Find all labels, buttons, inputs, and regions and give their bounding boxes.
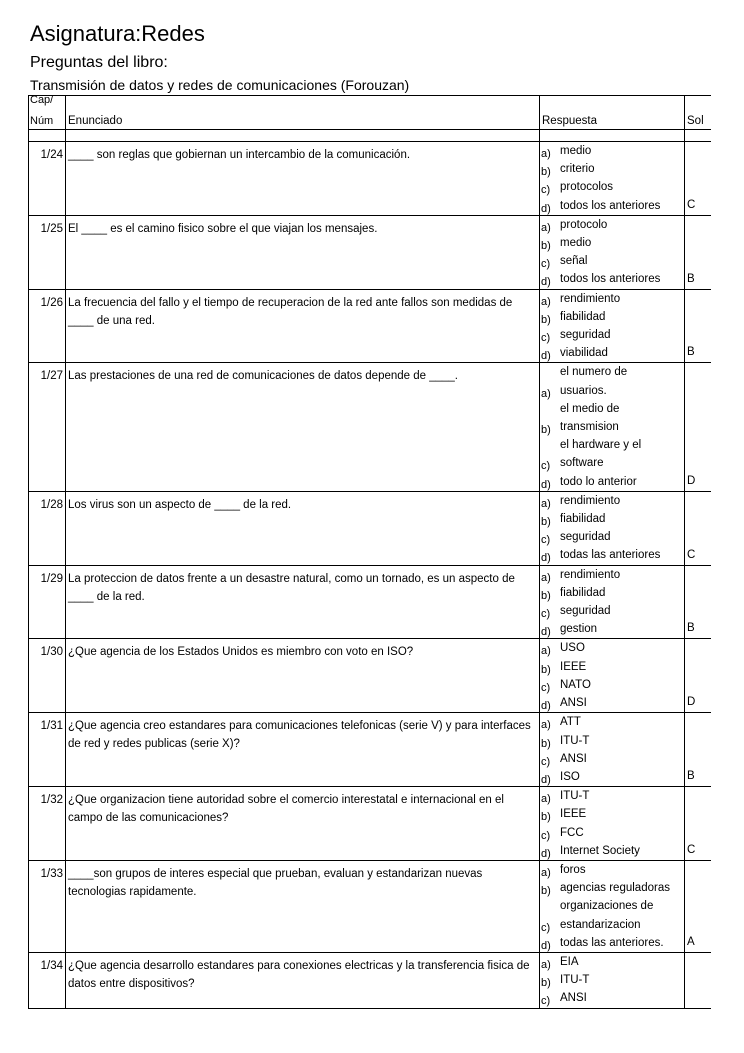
option-letter: a): [541, 497, 551, 510]
option-text: medio: [560, 237, 592, 250]
solution-letter: C: [685, 142, 712, 216]
question-text: Las prestaciones de una red de comunicaciones de datos depende de ____.: [66, 363, 540, 491]
header-enunciado: Enunciado: [66, 96, 540, 130]
answer-option: [540, 510, 684, 528]
option-letter: c): [541, 921, 551, 934]
option-text: todos los anteriores: [560, 273, 661, 286]
option-letter: b): [541, 516, 551, 529]
option-letter-spacer: [540, 439, 560, 457]
option-text: transmision: [560, 421, 619, 434]
option-text: IEEE: [560, 808, 587, 821]
option-text: ANSI: [560, 697, 587, 710]
answer-option: [540, 197, 684, 215]
question-text: ____ son reglas que gobiernan un intercambio de la comunicación.: [66, 142, 540, 216]
question-text: La frecuencia del fallo y el tiempo de recuperacion de la red ante fallos son medidas de ____ de una red.: [66, 289, 540, 363]
question-text: La proteccion de datos frente a un desastre natural, como un tornado, es un aspecto de ____ de la red.: [66, 565, 540, 639]
option-text: seguridad: [560, 605, 611, 618]
answer-option: [540, 454, 684, 472]
answer-option: [540, 566, 684, 584]
option-letter: a): [541, 221, 551, 234]
answer-option: [540, 971, 684, 989]
solution-letter: D: [685, 639, 712, 713]
answer-option: [540, 400, 684, 418]
option-letter: b): [541, 737, 551, 750]
option-text: fiabilidad: [560, 513, 606, 526]
question-row: [29, 491, 712, 565]
header-respuesta: Respuesta: [540, 96, 685, 130]
answer-option: [540, 178, 684, 196]
option-text: ANSI: [560, 992, 587, 1005]
option-text: agencias reguladoras: [560, 882, 670, 895]
answer-option: [540, 528, 684, 546]
option-letter: d): [541, 276, 551, 289]
option-letter: c): [541, 534, 551, 547]
answer-option: [540, 750, 684, 768]
answer-option: [540, 732, 684, 750]
question-number: 1/34: [29, 952, 66, 1008]
question-row: [29, 142, 712, 216]
answer-option: [540, 658, 684, 676]
question-text: ¿Que agencia desarrollo estandares para conexiones electricas y la transferencia fisica de datos entre dispositivos?: [66, 952, 540, 1008]
answer-option: [540, 363, 684, 381]
answer-options: [540, 142, 685, 216]
question-row: [29, 713, 712, 787]
question-text: ____son grupos de interes especial que prueban, evaluan y estandarizan nuevas tecnologias rapidamente.: [66, 860, 540, 952]
option-text: FCC: [560, 826, 584, 839]
option-text: seguridad: [560, 531, 611, 544]
option-text: ATT: [560, 716, 581, 729]
question-number: 1/25: [29, 215, 66, 289]
option-letter: d): [541, 478, 551, 491]
option-letter: c): [541, 755, 551, 768]
answer-option: [540, 546, 684, 564]
option-text: el numero de: [560, 366, 628, 379]
option-text: rendimiento: [560, 568, 621, 581]
answer-option: [540, 216, 684, 234]
solution-letter: A: [685, 860, 712, 952]
option-text: viabilidad: [560, 347, 608, 360]
question-text: ¿Que agencia de los Estados Unidos es miembro con voto en ISO?: [66, 639, 540, 713]
option-letter: b): [541, 240, 551, 253]
option-letter: d): [541, 202, 551, 215]
question-number: 1/26: [29, 289, 66, 363]
question-number: 1/29: [29, 565, 66, 639]
option-text: rendimiento: [560, 494, 621, 507]
answer-option: [540, 989, 684, 1007]
solution-letter: C: [685, 787, 712, 861]
answer-option: [540, 953, 684, 971]
option-letter: b): [541, 589, 551, 602]
header-sol: Sol: [685, 96, 712, 130]
answer-option: [540, 436, 684, 454]
page-subtitle: Preguntas del libro:: [30, 54, 168, 71]
answer-option: [540, 787, 684, 805]
option-letter: b): [541, 977, 551, 990]
book-title: Transmisión de datos y redes de comunicaciones (Forouzan): [30, 77, 410, 93]
answer-option: [540, 326, 684, 344]
question-row: [29, 952, 712, 1008]
header-num: Núm: [30, 115, 54, 127]
answer-options: [540, 639, 685, 713]
answer-option: [540, 694, 684, 712]
answer-option: [540, 842, 684, 860]
option-letter: d): [541, 939, 551, 952]
option-letter: c): [541, 184, 551, 197]
option-text: software: [560, 457, 604, 470]
option-letter: d): [541, 350, 551, 363]
option-letter: c): [541, 460, 551, 473]
option-letter: a): [541, 645, 551, 658]
question-text: ¿Que organizacion tiene autoridad sobre el comercio interestatal e internacional en el campo de las comunicaciones?: [66, 787, 540, 861]
option-text: estandarizacion: [560, 918, 641, 931]
answer-options: [540, 787, 685, 861]
answer-option: [540, 418, 684, 436]
answer-option: [540, 639, 684, 657]
option-letter: d): [541, 773, 551, 786]
question-row: [29, 860, 712, 952]
option-letter: c): [541, 681, 551, 694]
option-text: criterio: [560, 163, 595, 176]
question-text: Los virus son un aspecto de ____ de la red.: [66, 491, 540, 565]
option-text: foros: [560, 863, 586, 876]
option-text: rendimiento: [560, 292, 621, 305]
option-letter: d): [541, 700, 551, 713]
option-text: fiabilidad: [560, 586, 606, 599]
question-number: 1/27: [29, 363, 66, 491]
question-number: 1/28: [29, 491, 66, 565]
option-letter: c): [541, 332, 551, 345]
option-text: el hardware y el: [560, 439, 642, 452]
header-cap-num: [29, 96, 66, 130]
option-text: protocolo: [560, 218, 608, 231]
option-letter: b): [541, 166, 551, 179]
option-letter: a): [541, 387, 551, 400]
answer-option: [540, 602, 684, 620]
question-number: 1/31: [29, 713, 66, 787]
answer-option: [540, 252, 684, 270]
answer-options: [540, 713, 685, 787]
option-letter: a): [541, 866, 551, 879]
questions-table: [28, 95, 711, 1009]
option-letter: c): [541, 608, 551, 621]
option-text: todo lo anterior: [560, 475, 637, 488]
header-cap: Cap/: [30, 95, 54, 106]
option-text: usuarios.: [560, 384, 607, 397]
option-text: ITU-T: [560, 790, 590, 803]
option-letter: c): [541, 995, 551, 1008]
question-number: 1/32: [29, 787, 66, 861]
question-number: 1/33: [29, 860, 66, 952]
option-letter: c): [541, 258, 551, 271]
option-text: IEEE: [560, 660, 587, 673]
question-row: [29, 787, 712, 861]
option-letter: b): [541, 811, 551, 824]
answer-option: [540, 308, 684, 326]
option-letter: a): [541, 571, 551, 584]
option-text: ISO: [560, 770, 580, 783]
option-letter: a): [541, 958, 551, 971]
option-letter: a): [541, 719, 551, 732]
question-number: 1/30: [29, 639, 66, 713]
header-row: [29, 96, 712, 130]
solution-letter: B: [685, 215, 712, 289]
option-letter: b): [541, 663, 551, 676]
option-text: protocolos: [560, 181, 614, 194]
option-text: Internet Society: [560, 844, 640, 857]
option-text: todos los anteriores: [560, 199, 661, 212]
page-title: Asignatura:Redes: [30, 21, 205, 46]
option-letter: a): [541, 148, 551, 160]
solution-letter: B: [685, 289, 712, 363]
answer-option: [540, 620, 684, 638]
question-row: [29, 565, 712, 639]
option-letter-spacer: [540, 366, 560, 384]
option-letter: d): [541, 552, 551, 565]
answer-option: [540, 290, 684, 308]
option-text: ANSI: [560, 752, 587, 765]
option-letter: c): [541, 829, 551, 842]
answer-options: [540, 565, 685, 639]
option-text: EIA: [560, 955, 579, 968]
option-text: NATO: [560, 678, 591, 691]
question-row: [29, 363, 712, 491]
option-text: ITU-T: [560, 734, 590, 747]
answer-options: [540, 215, 685, 289]
option-text: seguridad: [560, 329, 611, 342]
answer-option: [540, 492, 684, 510]
answer-option: [540, 768, 684, 786]
question-row: [29, 289, 712, 363]
option-letter: a): [541, 295, 551, 308]
option-letter: d): [541, 626, 551, 639]
option-text: ITU-T: [560, 974, 590, 987]
option-text: el medio de: [560, 402, 620, 415]
spacer-row: [29, 130, 712, 142]
answer-option: [540, 270, 684, 288]
answer-option: [540, 934, 684, 952]
option-letter: b): [541, 424, 551, 437]
answer-option: [540, 382, 684, 400]
option-letter-spacer: [540, 900, 560, 918]
answer-option: [540, 234, 684, 252]
option-text: USO: [560, 642, 585, 655]
option-letter: b): [541, 313, 551, 326]
option-letter: d): [541, 847, 551, 860]
answer-option: [540, 142, 684, 160]
solution-letter: C: [685, 491, 712, 565]
option-text: medio: [560, 145, 592, 157]
answer-option: [540, 713, 684, 731]
answer-option: [540, 824, 684, 842]
option-text: todas las anteriores.: [560, 936, 664, 949]
question-text: El ____ es el camino fisico sobre el que viajan los mensajes.: [66, 215, 540, 289]
question-number: 1/24: [29, 142, 66, 216]
solution-letter: B: [685, 713, 712, 787]
answer-option: [540, 160, 684, 178]
answer-options: [540, 952, 685, 1008]
answer-option: [540, 897, 684, 915]
questions-table-wrapper: [28, 95, 711, 1025]
answer-option: [540, 584, 684, 602]
answer-options: [540, 363, 685, 491]
option-text: fiabilidad: [560, 310, 606, 323]
solution-letter: [685, 952, 712, 1008]
answer-option: [540, 879, 684, 897]
answer-option: [540, 805, 684, 823]
option-letter: a): [541, 793, 551, 806]
option-text: todas las anteriores: [560, 549, 661, 562]
option-text: gestion: [560, 623, 598, 636]
answer-option: [540, 344, 684, 362]
option-text: organizaciones de: [560, 900, 654, 913]
option-letter-spacer: [540, 403, 560, 421]
answer-option: [540, 473, 684, 491]
answer-options: [540, 860, 685, 952]
answer-option: [540, 916, 684, 934]
option-text: señal: [560, 255, 588, 268]
question-text: ¿Que agencia creo estandares para comunicaciones telefonicas (serie V) y para interfaces de red y redes publicas (serie X)?: [66, 713, 540, 787]
solution-letter: D: [685, 363, 712, 491]
answer-option: [540, 676, 684, 694]
question-row: [29, 215, 712, 289]
answer-options: [540, 289, 685, 363]
answer-option: [540, 861, 684, 879]
question-row: [29, 639, 712, 713]
option-letter: b): [541, 885, 551, 898]
answer-options: [540, 491, 685, 565]
solution-letter: B: [685, 565, 712, 639]
